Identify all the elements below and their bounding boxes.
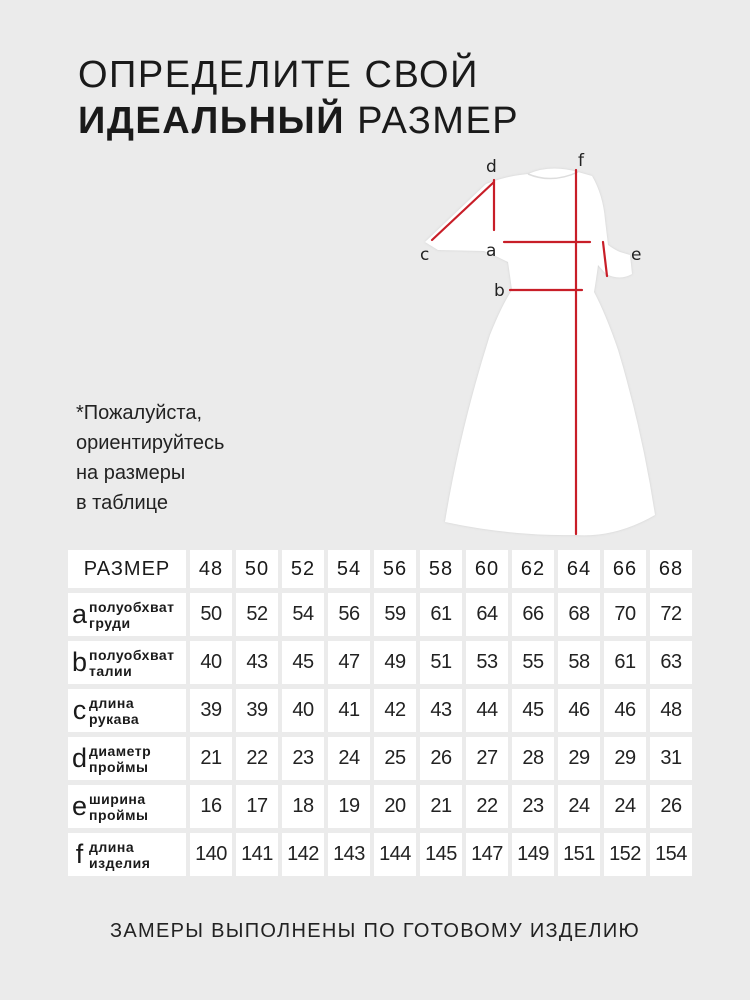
row-letter: c (72, 695, 87, 725)
label-d: d (486, 157, 497, 177)
table-cell: 64 (466, 593, 508, 636)
table-cell: 43 (236, 641, 278, 684)
table-cell: 20 (374, 785, 416, 828)
table-cell: 22 (466, 785, 508, 828)
size-header-label: РАЗМЕР (68, 550, 186, 588)
table-cell: 68 (558, 593, 600, 636)
row-desc-line1: длина (89, 838, 135, 855)
size-header-cell: 62 (512, 550, 554, 588)
table-cell: 39 (236, 689, 278, 732)
row-desc (89, 599, 175, 631)
row-desc-line2: проймы (89, 806, 149, 823)
dress-diagram (410, 150, 670, 550)
row-desc-line2: изделия (89, 854, 151, 871)
table-cell: 70 (604, 593, 646, 636)
row-desc-line2: рукава (89, 710, 140, 727)
row-desc (89, 647, 175, 679)
row-letter: d (71, 743, 88, 773)
size-header-cell: 64 (558, 550, 600, 588)
footer-note: ЗАМЕРЫ ВЫПОЛНЕНЫ ПО ГОТОВОМУ ИЗДЕЛИЮ (109, 920, 640, 942)
row-label (68, 593, 186, 636)
table-cell: 56 (328, 593, 370, 636)
table-cell: 142 (282, 833, 324, 876)
row-label (68, 689, 186, 732)
size-table (64, 545, 696, 881)
table-cell: 51 (420, 641, 462, 684)
table-row (68, 833, 692, 876)
table-cell: 53 (466, 641, 508, 684)
table-cell: 151 (558, 833, 600, 876)
table-row (68, 593, 692, 636)
size-header-cell: 60 (466, 550, 508, 588)
label-b: b (494, 281, 505, 301)
row-desc-line2: груди (89, 614, 131, 631)
table-cell: 54 (282, 593, 324, 636)
table-cell: 59 (374, 593, 416, 636)
row-letter: a (71, 599, 88, 629)
row-desc-line1: полуобхват (89, 646, 175, 663)
row-label (68, 833, 186, 876)
table-cell: 28 (512, 737, 554, 780)
size-header-row (68, 550, 692, 588)
table-cell: 22 (236, 737, 278, 780)
row-letter: b (71, 647, 88, 677)
table-row (68, 785, 692, 828)
table-cell: 48 (650, 689, 692, 732)
table-cell: 41 (328, 689, 370, 732)
table-row (68, 737, 692, 780)
table-cell: 154 (650, 833, 692, 876)
size-note (76, 398, 306, 518)
row-label (68, 785, 186, 828)
table-cell: 29 (604, 737, 646, 780)
note-line-4: в таблице (76, 492, 168, 514)
table-cell: 143 (328, 833, 370, 876)
table-cell: 55 (512, 641, 554, 684)
table-cell: 31 (650, 737, 692, 780)
row-desc-line1: полуобхват (89, 598, 175, 615)
table-cell: 19 (328, 785, 370, 828)
table-cell: 49 (374, 641, 416, 684)
table-cell: 52 (236, 593, 278, 636)
dress-silhouette (425, 168, 655, 535)
row-letter: e (71, 791, 88, 821)
table-cell: 21 (190, 737, 232, 780)
size-header-cell: 54 (328, 550, 370, 588)
table-cell: 23 (282, 737, 324, 780)
row-desc (89, 695, 139, 727)
table-cell: 47 (328, 641, 370, 684)
label-f: f (578, 151, 584, 171)
row-label (68, 737, 186, 780)
table-cell: 40 (190, 641, 232, 684)
table-cell: 24 (604, 785, 646, 828)
table-cell: 25 (374, 737, 416, 780)
title-rest-word: РАЗМЕР (345, 100, 520, 142)
page-title (78, 52, 519, 144)
size-header-cell: 66 (604, 550, 646, 588)
row-desc-line2: проймы (89, 758, 149, 775)
size-header-cell: 56 (374, 550, 416, 588)
row-desc (89, 839, 150, 871)
table-row (68, 689, 692, 732)
size-header-cell: 68 (650, 550, 692, 588)
size-header-cell: 50 (236, 550, 278, 588)
table-cell: 21 (420, 785, 462, 828)
table-cell: 39 (190, 689, 232, 732)
table-cell: 147 (466, 833, 508, 876)
size-header-cell: 48 (190, 550, 232, 588)
table-cell: 50 (190, 593, 232, 636)
table-cell: 40 (282, 689, 324, 732)
table-cell: 61 (420, 593, 462, 636)
row-desc (89, 791, 148, 823)
row-letter: f (75, 839, 84, 869)
title-bold-word: ИДЕАЛЬНЫЙ (78, 100, 346, 142)
table-cell: 16 (190, 785, 232, 828)
table-cell: 61 (604, 641, 646, 684)
table-cell: 26 (650, 785, 692, 828)
table-cell: 152 (604, 833, 646, 876)
table-cell: 45 (512, 689, 554, 732)
label-e: e (631, 245, 642, 265)
table-cell: 58 (558, 641, 600, 684)
row-desc-line2: талии (89, 662, 133, 679)
table-cell: 17 (236, 785, 278, 828)
table-cell: 42 (374, 689, 416, 732)
table-cell: 144 (374, 833, 416, 876)
note-line-3: на размеры (76, 462, 186, 484)
table-cell: 72 (650, 593, 692, 636)
table-cell: 140 (190, 833, 232, 876)
table-cell: 45 (282, 641, 324, 684)
table-cell: 63 (650, 641, 692, 684)
table-cell: 149 (512, 833, 554, 876)
table-cell: 44 (466, 689, 508, 732)
table-cell: 66 (512, 593, 554, 636)
table-cell: 141 (236, 833, 278, 876)
label-a: a (486, 241, 497, 261)
size-header-cell: 58 (420, 550, 462, 588)
table-cell: 26 (420, 737, 462, 780)
table-cell: 27 (466, 737, 508, 780)
table-cell: 24 (328, 737, 370, 780)
row-desc (89, 743, 151, 775)
table-row (68, 641, 692, 684)
note-line-1: *Пожалуйста, (76, 402, 203, 424)
row-desc-line1: длина (89, 694, 135, 711)
table-cell: 18 (282, 785, 324, 828)
table-cell: 46 (558, 689, 600, 732)
table-cell: 145 (420, 833, 462, 876)
label-c: c (420, 245, 430, 265)
title-line-1: ОПРЕДЕЛИТЕ СВОЙ (78, 54, 479, 96)
row-label (68, 641, 186, 684)
table-cell: 29 (558, 737, 600, 780)
note-line-2: ориентируйтесь (76, 432, 225, 454)
size-header-cell: 52 (282, 550, 324, 588)
table-cell: 23 (512, 785, 554, 828)
title-line-2 (78, 98, 519, 144)
table-cell: 43 (420, 689, 462, 732)
row-desc-line1: ширина (89, 790, 146, 807)
row-desc-line1: диаметр (89, 742, 152, 759)
table-cell: 24 (558, 785, 600, 828)
table-cell: 46 (604, 689, 646, 732)
